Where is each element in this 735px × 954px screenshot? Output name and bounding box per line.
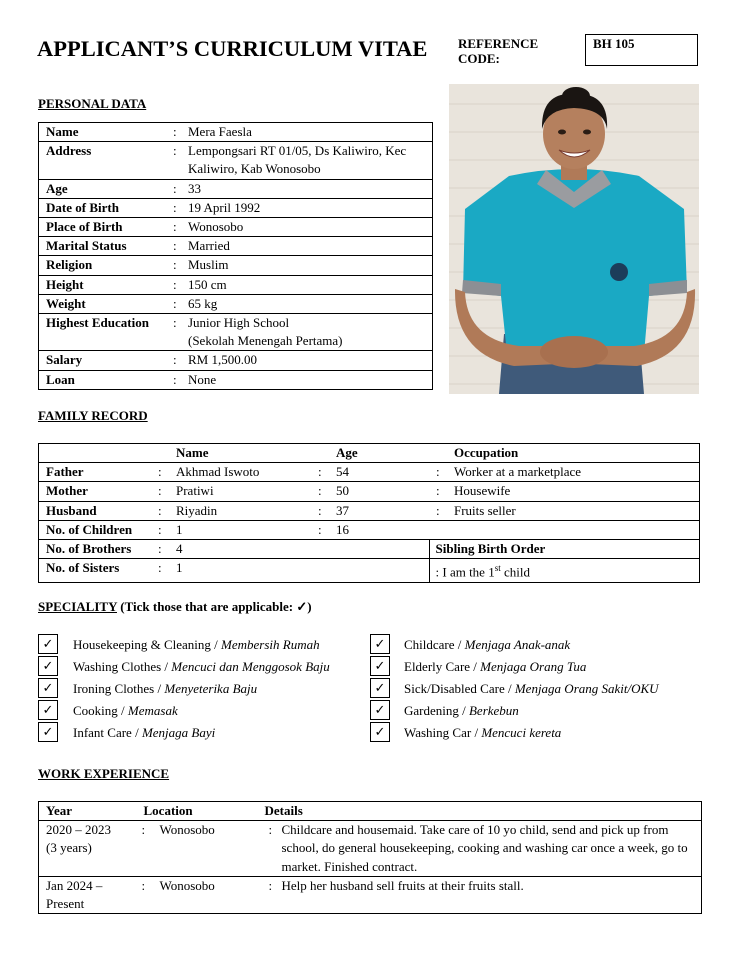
personal-row [39, 351, 433, 370]
personal-data-table [38, 122, 433, 390]
family-row-colon: : [429, 482, 454, 501]
personal-value-line: 19 April 1992 [188, 199, 261, 215]
work-colon: : [265, 876, 282, 913]
family-row-label: Husband [39, 501, 152, 520]
family-row [39, 482, 700, 501]
personal-value [188, 198, 433, 217]
family-row-label: Father [39, 463, 152, 482]
family-row-colon: : [151, 559, 176, 583]
speciality-label-malay: Mencuci dan Menggosok Baju [171, 659, 330, 674]
speciality-checkbox[interactable]: ✓ [38, 700, 58, 720]
reference-code-box: BH 105 [585, 34, 698, 66]
work-location: Wonosobo [152, 821, 265, 877]
work-year [39, 876, 136, 913]
family-row [39, 501, 700, 520]
speciality-label-malay: Menjaga Bayi [141, 725, 216, 740]
speciality-label [404, 659, 586, 675]
family-row-colon: : [429, 463, 454, 482]
speciality-label [404, 703, 519, 719]
personal-value [188, 142, 433, 179]
family-row-label: No. of Brothers [39, 540, 152, 559]
applicant-photo [449, 84, 699, 394]
speciality-label [404, 681, 659, 697]
family-row-label: No. of Sisters [39, 559, 152, 583]
personal-value [188, 294, 433, 313]
speciality-label-english: Washing Car / [404, 725, 482, 740]
personal-label: Place of Birth [39, 218, 165, 237]
family-sisters-count: 1 [176, 559, 311, 583]
family-col-occupation: Occupation [454, 444, 700, 463]
speciality-checkbox[interactable]: ✓ [370, 722, 390, 742]
speciality-label [73, 681, 257, 697]
sibling-birth-order-title: Sibling Birth Order [429, 540, 700, 559]
family-row-label: Mother [39, 482, 152, 501]
family-row-colon: : [311, 463, 336, 482]
speciality-checkbox[interactable]: ✓ [370, 700, 390, 720]
personal-colon: : [164, 123, 188, 142]
personal-value-line: (Sekolah Menengah Pertama) [188, 333, 343, 349]
family-header-row [39, 444, 700, 463]
speciality-label-malay: Mencuci kereta [481, 725, 562, 740]
personal-value-line: Married [188, 238, 230, 254]
speciality-label [404, 637, 570, 653]
family-member-occupation: Housewife [454, 482, 700, 501]
personal-value [188, 351, 433, 370]
speciality-label [404, 725, 561, 741]
family-row-colon: : [429, 501, 454, 520]
family-children-count: 1 [176, 520, 311, 539]
document-title: APPLICANT’S CURRICULUM VITAE [37, 36, 428, 61]
work-details: Help her husband sell fruits at their fruits stall. [282, 876, 702, 913]
speciality-instruction: (Tick those that are applicable: ✓) [120, 599, 312, 614]
personal-value [188, 179, 433, 198]
work-col-year: Year [39, 802, 136, 821]
personal-value-line: 33 [188, 180, 201, 196]
personal-value-line: 65 kg [188, 295, 218, 311]
personal-row [39, 314, 433, 351]
personal-colon: : [164, 351, 188, 370]
work-details: Childcare and housemaid. Take care of 10 yo child, send and pick up from school, do general housekeeping, cooking and washing car once a week, go to market. Finished contract. [282, 821, 702, 877]
work-colon: : [136, 876, 152, 913]
personal-colon: : [164, 237, 188, 256]
speciality-label [73, 659, 330, 675]
speciality-label-english: Childcare / [404, 637, 465, 652]
personal-label: Height [39, 275, 165, 294]
family-row-colon: : [311, 482, 336, 501]
work-location: Wonosobo [152, 876, 265, 913]
speciality-label-english: Ironing Clothes / [73, 681, 165, 696]
family-row-brothers [39, 540, 700, 559]
personal-colon: : [164, 275, 188, 294]
speciality-label-malay: Berkebun [468, 703, 519, 718]
personal-value-line: RM 1,500.00 [188, 352, 257, 368]
family-row-colon: : [151, 501, 176, 520]
personal-value [188, 370, 433, 389]
reference-label-line1: REFERENCE [458, 36, 539, 51]
personal-colon: : [164, 314, 188, 351]
personal-row [39, 256, 433, 275]
speciality-label [73, 637, 320, 653]
family-member-occupation: Fruits seller [454, 501, 700, 520]
family-row-colon: : [151, 463, 176, 482]
work-year-line: 2020 – 2023 [46, 822, 111, 838]
sibling-birth-order-value: : I am the 1st child [429, 559, 700, 583]
speciality-checkbox[interactable]: ✓ [38, 634, 58, 654]
personal-value-line: Lempongsari RT 01/05, Ds Kaliwiro, Kec [188, 143, 407, 159]
personal-row [39, 370, 433, 389]
personal-label: Loan [39, 370, 165, 389]
family-row-colon: : [151, 520, 176, 539]
family-row-sisters [39, 559, 700, 583]
speciality-label [73, 725, 215, 741]
speciality-label-english: Washing Clothes / [73, 659, 172, 674]
work-experience-table [38, 801, 702, 914]
speciality-checkbox[interactable]: ✓ [38, 722, 58, 742]
speciality-label-malay: Menjaga Anak-anak [464, 637, 571, 652]
work-col-location: Location [136, 802, 265, 821]
personal-row [39, 237, 433, 256]
work-year-line: Present [46, 896, 85, 912]
family-row [39, 463, 700, 482]
work-colon: : [136, 821, 152, 877]
family-row-colon: : [151, 540, 176, 559]
personal-colon: : [164, 370, 188, 389]
speciality-checkbox[interactable]: ✓ [38, 656, 58, 676]
speciality-label-english: Gardening / [404, 703, 469, 718]
family-col-name: Name [176, 444, 311, 463]
personal-label: Address [39, 142, 165, 179]
speciality-label-english: Cooking / [73, 703, 128, 718]
work-colon: : [265, 821, 282, 877]
family-member-age: 37 [336, 501, 429, 520]
family-row-colon: : [311, 501, 336, 520]
personal-value [188, 275, 433, 294]
personal-label: Religion [39, 256, 165, 275]
family-member-name: Akhmad Iswoto [176, 463, 311, 482]
personal-label: Salary [39, 351, 165, 370]
speciality-heading [38, 599, 312, 615]
speciality-label [73, 703, 178, 719]
speciality-heading-label: SPECIALITY [38, 599, 117, 614]
personal-colon: : [164, 294, 188, 313]
personal-label: Highest Education [39, 314, 165, 351]
family-member-name: Pratiwi [176, 482, 311, 501]
personal-value-line: Wonosobo [188, 219, 244, 235]
personal-value-line: Junior High School [188, 315, 290, 331]
family-member-age: 50 [336, 482, 429, 501]
family-record-table [38, 443, 700, 583]
family-row-colon: : [311, 520, 336, 539]
personal-row [39, 179, 433, 198]
personal-value [188, 237, 433, 256]
family-row-label: No. of Children [39, 520, 152, 539]
family-children-age: 16 [336, 520, 429, 539]
work-year-line: Jan 2024 – [46, 877, 103, 893]
personal-label: Date of Birth [39, 198, 165, 217]
personal-row [39, 123, 433, 142]
family-member-name: Riyadin [176, 501, 311, 520]
personal-label: Name [39, 123, 165, 142]
speciality-label-malay: Menjaga Orang Tua [480, 659, 587, 674]
personal-row [39, 142, 433, 179]
personal-value [188, 314, 433, 351]
family-row-children [39, 520, 700, 539]
personal-value [188, 218, 433, 237]
personal-value-line: 150 cm [188, 276, 227, 292]
speciality-label-english: Sick/Disabled Care / [404, 681, 515, 696]
work-header-row [39, 802, 702, 821]
personal-colon: : [164, 198, 188, 217]
personal-row [39, 218, 433, 237]
speciality-label-malay: Menyeterika Baju [164, 681, 258, 696]
personal-colon: : [164, 218, 188, 237]
personal-colon: : [164, 256, 188, 275]
speciality-checkbox[interactable]: ✓ [370, 656, 390, 676]
speciality-checkbox[interactable]: ✓ [38, 678, 58, 698]
speciality-label-malay: Membersih Rumah [221, 637, 320, 652]
speciality-label-english: Infant Care / [73, 725, 142, 740]
speciality-checkbox[interactable]: ✓ [370, 678, 390, 698]
speciality-label-english: Housekeeping & Cleaning / [73, 637, 222, 652]
personal-value [188, 123, 433, 142]
work-row [39, 821, 702, 877]
personal-row [39, 275, 433, 294]
speciality-label-malay: Menjaga Orang Sakit/OKU [514, 681, 659, 696]
speciality-label-english: Elderly Care / [404, 659, 481, 674]
speciality-label-malay: Memasak [127, 703, 178, 718]
personal-data-heading: PERSONAL DATA [38, 96, 147, 111]
speciality-checkbox[interactable]: ✓ [370, 634, 390, 654]
family-col-age: Age [336, 444, 429, 463]
reference-code-label [458, 36, 538, 66]
work-year [39, 821, 136, 877]
work-year-line: (3 years) [46, 840, 92, 856]
personal-value-line: Kaliwiro, Kab Wonosobo [188, 161, 321, 177]
work-col-details: Details [265, 802, 702, 821]
personal-label: Weight [39, 294, 165, 313]
personal-colon: : [164, 142, 188, 179]
personal-value-line: Mera Faesla [188, 124, 252, 139]
work-experience-heading: WORK EXPERIENCE [38, 766, 170, 781]
family-brothers-count: 4 [176, 540, 311, 559]
personal-value [188, 256, 433, 275]
personal-label: Marital Status [39, 237, 165, 256]
personal-value-line: None [188, 371, 217, 387]
personal-colon: : [164, 179, 188, 198]
personal-value-line: Muslim [188, 257, 229, 273]
personal-row [39, 294, 433, 313]
reference-label-line2: CODE: [458, 51, 500, 66]
personal-label: Age [39, 179, 165, 198]
family-member-occupation: Worker at a marketplace [454, 463, 700, 482]
work-row [39, 876, 702, 913]
personal-row [39, 198, 433, 217]
family-member-age: 54 [336, 463, 429, 482]
family-record-heading: FAMILY RECORD [38, 408, 148, 423]
family-row-colon: : [151, 482, 176, 501]
